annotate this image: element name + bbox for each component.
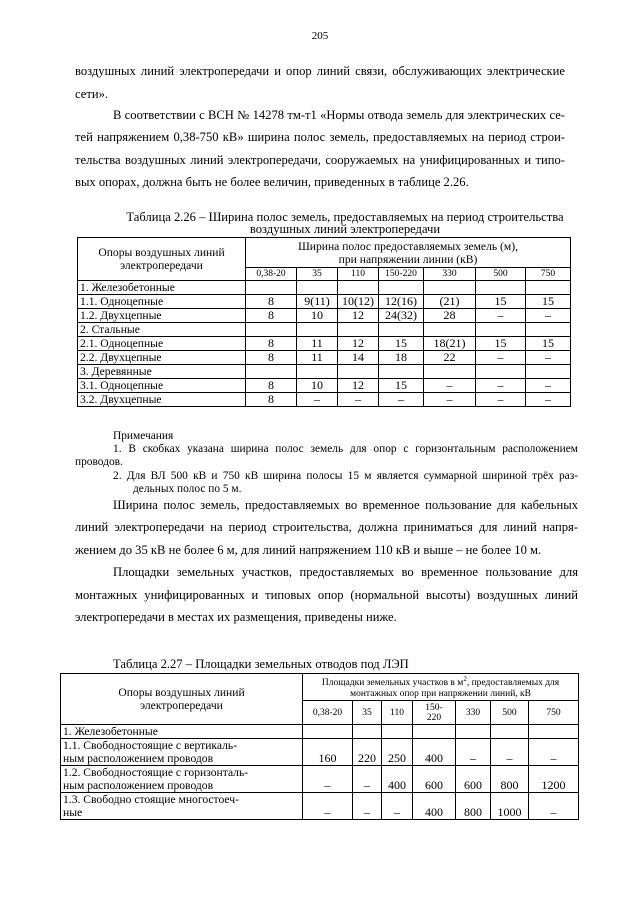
table226-cell [338,365,379,379]
table227-cell [529,725,579,739]
table226-voltage-header: 330 [424,268,476,281]
table226-cell [246,323,297,337]
table226-group-header: Ширина полос предоставляемых земель (м), при напряжении линии (кВ) [246,238,571,268]
note2-line1: 2. Для ВЛ 500 кВ и 750 кВ ширина полосы 15 м является суммарной шириной трёх раз- [113,470,578,482]
table227-voltage-header: 0,38-20 [303,701,353,725]
table226-row [78,379,571,393]
intro-line-1: воздушных линий электропередачи и опор линий связи, обслуживающих электрические [75,64,565,78]
table226-cell: – [379,393,424,407]
table227-row-label: 1.1. Свободностоящие с вертикаль- ным расположением проводов [61,739,303,766]
table226-cell: 11 [297,337,338,351]
table227-row [61,725,579,739]
para1-line-3: тельства воздушных линий электропередачи, сооружаемых на унифицированных и типо- [75,153,565,167]
table226-caption-line1: Таблица 2.26 – Ширина полос земель, предоставляемых на период строительства [126,210,564,224]
table226-row-label: 1. Железобетонные [78,281,246,295]
table227-cell: 800 [456,793,491,820]
table226-cell [297,323,338,337]
table226-caption-line2: воздушных линий электропередачи [249,222,441,236]
table226-cell [476,281,526,295]
para2-line-3: жением до 35 кВ не более 6 м, для линий напряжением 110 кВ и выше – не более 10 м. [75,543,542,557]
table226-row-label: 3.2. Двухцепные [78,393,246,407]
table227-row [61,739,579,766]
table226-cell: 10 [297,379,338,393]
table227-voltage-header: 110 [382,701,413,725]
table226-cell: 9(11) [297,295,338,309]
table226-row-label: 2. Стальные [78,323,246,337]
table-2-26 [77,237,571,407]
table226-cell: 28 [424,309,476,323]
table-2-27 [60,673,579,820]
table227-cell: – [353,766,382,793]
table227-cell [353,725,382,739]
table227-cell: – [456,739,491,766]
table227-cell: 160 [303,739,353,766]
table227-cell: 400 [413,739,456,766]
table226-cell: – [424,393,476,407]
table226-row-label: 2.1. Одноцепные [78,337,246,351]
table226-cell: 8 [246,337,297,351]
table226-cell: – [526,379,571,393]
table226-cell: 12 [338,379,379,393]
table226-row [78,309,571,323]
table226-cell [526,323,571,337]
table226-cell: 18 [379,351,424,365]
table226-cell: – [338,393,379,407]
table226-cell: 15 [526,337,571,351]
table226-cell: 10(12) [338,295,379,309]
table226-cell [297,281,338,295]
table227-row-label: 1.2. Свободностоящие с горизонталь- ным расположением проводов [61,766,303,793]
table226-cell: 12 [338,309,379,323]
table226-cell: – [476,309,526,323]
para2-line-2: линий электропередачи на период строительства, должна приниматься для линий напря- [75,520,578,534]
table227-cell [491,725,529,739]
table227-cell: 250 [382,739,413,766]
page-number: 205 [311,30,329,42]
table226-row-label: 1.1. Одноцепные [78,295,246,309]
table226-cell: 8 [246,295,297,309]
table227-cell: 400 [413,793,456,820]
table227-row-label: 1. Железобетонные [61,725,303,739]
table226-cell: (21) [424,295,476,309]
table226-cell: – [297,393,338,407]
table227-voltage-header: 150- 220 [413,701,456,725]
table226-cell: – [476,393,526,407]
table226-cell: 24(32) [379,309,424,323]
table227-cell: 1200 [529,766,579,793]
table226-cell [246,365,297,379]
table226-cell [476,323,526,337]
table227-cell: 400 [382,766,413,793]
table226-cell: 15 [476,295,526,309]
table226-cell: 8 [246,351,297,365]
table226-row-label: 2.2. Двухцепные [78,351,246,365]
table226-row [78,295,571,309]
table226-row [78,393,571,407]
table226-cell: – [476,379,526,393]
table227-cell: – [303,793,353,820]
table226-cell: 12(16) [379,295,424,309]
table226-cell [338,281,379,295]
table227-cell: – [303,766,353,793]
table226-cell: – [424,379,476,393]
table226-voltage-header: 750 [526,268,571,281]
table226-cell: 15 [526,295,571,309]
table227-cell [382,725,413,739]
table226-cell [379,365,424,379]
table226-cell: – [526,309,571,323]
table226-row [78,281,571,295]
table226-cell [379,323,424,337]
table226-cell: 22 [424,351,476,365]
table226-cell [476,365,526,379]
note1-line1: 1. В скобках указана ширина полос земель для опор с горизонтальным расположением [113,443,578,455]
table227-row [61,793,579,820]
table227-voltage-header: 500 [491,701,529,725]
table226-header-row [78,238,571,268]
para1-line-1: В соответствии с ВСН № 14278 тм-т1 «Нормы отвода земель для электрических се- [113,108,565,122]
table226-row-label: 3. Деревянные [78,365,246,379]
table226-cell: – [526,393,571,407]
table226-row-label: 1.2. Двухцепные [78,309,246,323]
table227-voltage-header: 750 [529,701,579,725]
table226-cell: 11 [297,351,338,365]
table226-cell [424,365,476,379]
table227-voltage-header: 330 [456,701,491,725]
para3-line-3: электропередачи в местах их размещения, приведены ниже. [75,610,397,624]
table226-cell [246,281,297,295]
table226-cell: 8 [246,309,297,323]
table226-cell: 15 [379,337,424,351]
notes-title: Примечания [113,430,174,442]
table227-cell: – [529,739,579,766]
table227-group-header: Площадки земельных участков в $м^2$, предоставляемых для монтажных опор при напряжении линий, кВ [303,674,579,701]
table227-cell: – [491,739,529,766]
para3-line-1: Площадки земельных участков, предоставляемых во временное пользование для [113,565,578,579]
table226-row-label: 3.1. Одноцепные [78,379,246,393]
intro-line-2: сети». [75,87,109,101]
table226-voltage-header: 110 [338,268,379,281]
table226-cell: 18(21) [424,337,476,351]
table227-row-label: 1.3. Свободно стоящие многостоеч- ные [61,793,303,820]
table226-col0-header: Опоры воздушных линий электропередачи [78,238,246,281]
table227-cell [413,725,456,739]
table226-voltage-header: 35 [297,268,338,281]
table227-header-row [61,674,579,701]
table227-caption: Таблица 2.27 – Площадки земельных отводов под ЛЭП [113,657,409,671]
table226-cell: 12 [338,337,379,351]
table226-row [78,365,571,379]
table227-cell: 220 [353,739,382,766]
table227-cell: 600 [413,766,456,793]
table227-cell: – [353,793,382,820]
para2-line-1: Ширина полос земель, предоставляемых во временное пользование для кабельных [113,498,578,512]
table226-cell [379,281,424,295]
table227-cell: 1000 [491,793,529,820]
table227-cell: – [529,793,579,820]
table226-row [78,337,571,351]
table227-voltage-header: 35 [353,701,382,725]
table226-cell [526,365,571,379]
table226-cell: 8 [246,393,297,407]
table226-cell: 15 [476,337,526,351]
para1-line-2: тей напряжением 0,38-750 кВ» ширина полос земель, предоставляемых на период строи- [75,130,565,144]
table226-row [78,351,571,365]
table227-cell [456,725,491,739]
table226-cell [424,323,476,337]
table227-col0-header: Опоры воздушных линий электропередачи [61,674,303,725]
table226-cell: – [476,351,526,365]
table226-voltage-header: 0,38-20 [246,268,297,281]
table226-cell [338,323,379,337]
table227-cell: – [382,793,413,820]
table227-cell [303,725,353,739]
note2-line2: дельных полос по 5 м. [133,483,242,495]
table226-cell [526,281,571,295]
note1-line2: проводов. [75,456,123,468]
table227-cell: 600 [456,766,491,793]
table226-cell: 15 [379,379,424,393]
table226-voltage-header: 150-220 [379,268,424,281]
table227-row [61,766,579,793]
table226-voltage-header: 500 [476,268,526,281]
para3-line-2: монтажных унифицированных и типовых опор (нормальной высоты) воздушных линий [75,588,578,602]
table226-row [78,323,571,337]
table226-cell: – [526,351,571,365]
table226-cell [424,281,476,295]
para1-line-4: вых опорах, должна быть не более величин, приведенных в таблице 2.26. [75,175,469,189]
table226-cell: 14 [338,351,379,365]
table227-cell: 800 [491,766,529,793]
table226-cell: 10 [297,309,338,323]
table226-cell [297,365,338,379]
table226-cell: 8 [246,379,297,393]
